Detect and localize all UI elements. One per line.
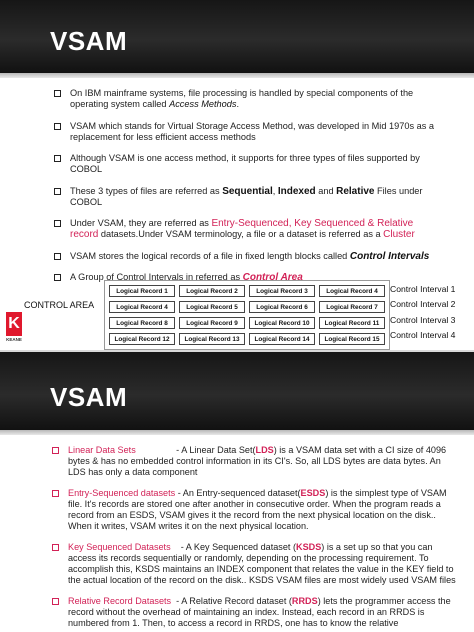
control-interval-label: Control Interval 1 (390, 284, 456, 294)
bullet-control-intervals: VSAM stores the logical records of a file in fixed length blocks called Control Intervals (54, 251, 444, 262)
slide-2 (0, 352, 474, 632)
logical-record-cell: Logical Record 1 (109, 285, 175, 297)
keane-logo (6, 312, 22, 346)
bullet-three-types: Although VSAM is one access method, it supports for three types of files supported by COBOL (54, 153, 444, 175)
control-area-table (104, 280, 390, 350)
logical-record-cell: Logical Record 9 (179, 317, 245, 329)
checkbox-bullet-icon (54, 90, 61, 97)
checkbox-bullet-icon (54, 188, 61, 195)
logical-record-cell: Logical Record 8 (109, 317, 175, 329)
checkbox-bullet-icon (52, 447, 59, 454)
control-interval-label: Control Interval 3 (390, 314, 456, 325)
logical-record-cell: Logical Record 13 (179, 333, 245, 345)
bullet-vsam-definition: VSAM which stands for Virtual Storage Access Method, was developed in Mid 1970s as a replacement for less efficient access methods (54, 121, 444, 143)
slide-2-bullets (52, 445, 456, 632)
control-area-label: CONTROL AREA (24, 300, 95, 310)
bullet-control-area: A Group of Control Intervals in referred as Control Area (54, 272, 444, 283)
checkbox-bullet-icon (54, 253, 61, 260)
table-row (109, 317, 385, 329)
list-item-rrds: Relative Record Datasets - A Relative Record dataset (RRDS) lets the programmer access the record without the overhead of maintaining an index. Instead, each record in an RRDS is numbered from 1. Then, to access a record in RRDS, one has to know the relative (52, 596, 456, 629)
table-row (109, 301, 385, 313)
control-interval-labels (390, 282, 474, 343)
logical-record-cell: Logical Record 14 (249, 333, 315, 345)
logical-record-cell: Logical Record 4 (109, 301, 175, 313)
slide-2-title: VSAM (50, 382, 128, 412)
list-item-lds: Linear Data Sets - A Linear Data Set(LDS) is a VSAM data set with a CI size of 4096 bytes & has no embedded control information in its CI's. So, all LDS bytes are data bytes. An LDS has only a data component (52, 445, 456, 478)
list-item-esds: Entry-Sequenced datasets - An Entry-sequenced dataset(ESDS) is the simplest type of VSAM file. It's records are stored one after another in consecutive order. When the program reads a record from an ESDS, VSAM gives it the record from the next physical location on the disk.. When it writes, VSAM writes it on the next physical location. (52, 488, 456, 532)
slide-1-title: VSAM (50, 26, 128, 56)
keane-logo-text: KEANE (6, 337, 22, 342)
checkbox-bullet-icon (54, 155, 61, 162)
logical-record-cell: Logical Record 15 (319, 333, 385, 345)
checkbox-bullet-icon (54, 274, 61, 281)
logical-record-cell: Logical Record 7 (319, 301, 385, 313)
header-rule (0, 73, 474, 78)
logical-record-cell: Logical Record 2 (179, 285, 245, 297)
logical-record-cell: Logical Record 5 (179, 301, 245, 313)
control-interval-label: Control Interval 2 (390, 299, 456, 310)
slide-1-header (0, 0, 474, 73)
logical-record-cell: Logical Record 3 (249, 285, 315, 297)
logical-record-cell: Logical Record 4 (319, 285, 385, 297)
logical-record-cell: Logical Record 12 (109, 333, 175, 345)
slide-2-header (0, 352, 474, 430)
bullet-file-types: These 3 types of files are referred as Sequential, Indexed and Relative Files under COBOL (54, 186, 444, 208)
logical-record-cell: Logical Record 6 (249, 301, 315, 313)
table-row (109, 333, 385, 345)
logical-record-cell: Logical Record 10 (249, 317, 315, 329)
header-rule (0, 430, 474, 435)
checkbox-bullet-icon (52, 598, 59, 605)
control-interval-label: Control Interval 4 (390, 329, 456, 340)
checkbox-bullet-icon (52, 490, 59, 497)
logical-record-cell: Logical Record 11 (319, 317, 385, 329)
bullet-access-methods: On IBM mainframe systems, file processing is handled by special components of the operating system called Access Methods. (54, 88, 444, 110)
slide-1-bullets (54, 88, 444, 283)
checkbox-bullet-icon (54, 123, 61, 130)
checkbox-bullet-icon (52, 544, 59, 551)
table-row (109, 285, 385, 297)
bullet-vsam-datasets: Under VSAM, they are referred as Entry-Sequenced, Key Sequenced & Relative record datasets.Under VSAM terminology, a file or a dataset is referred as a Cluster (54, 218, 444, 240)
list-item-ksds: Key Sequenced Datasets - A Key Sequenced dataset (KSDS) is a set up so that you can access its records sequentially or randomly, depending on the processing requirement. To accomplish this, KSDS maintains an INDEX component that relates the value in the KEY field to the actual location of the record on the disk.. KSDS VSAM files are most widely used VSAM files (52, 542, 456, 586)
checkbox-bullet-icon (54, 220, 61, 227)
keane-k-icon: K (6, 312, 22, 336)
